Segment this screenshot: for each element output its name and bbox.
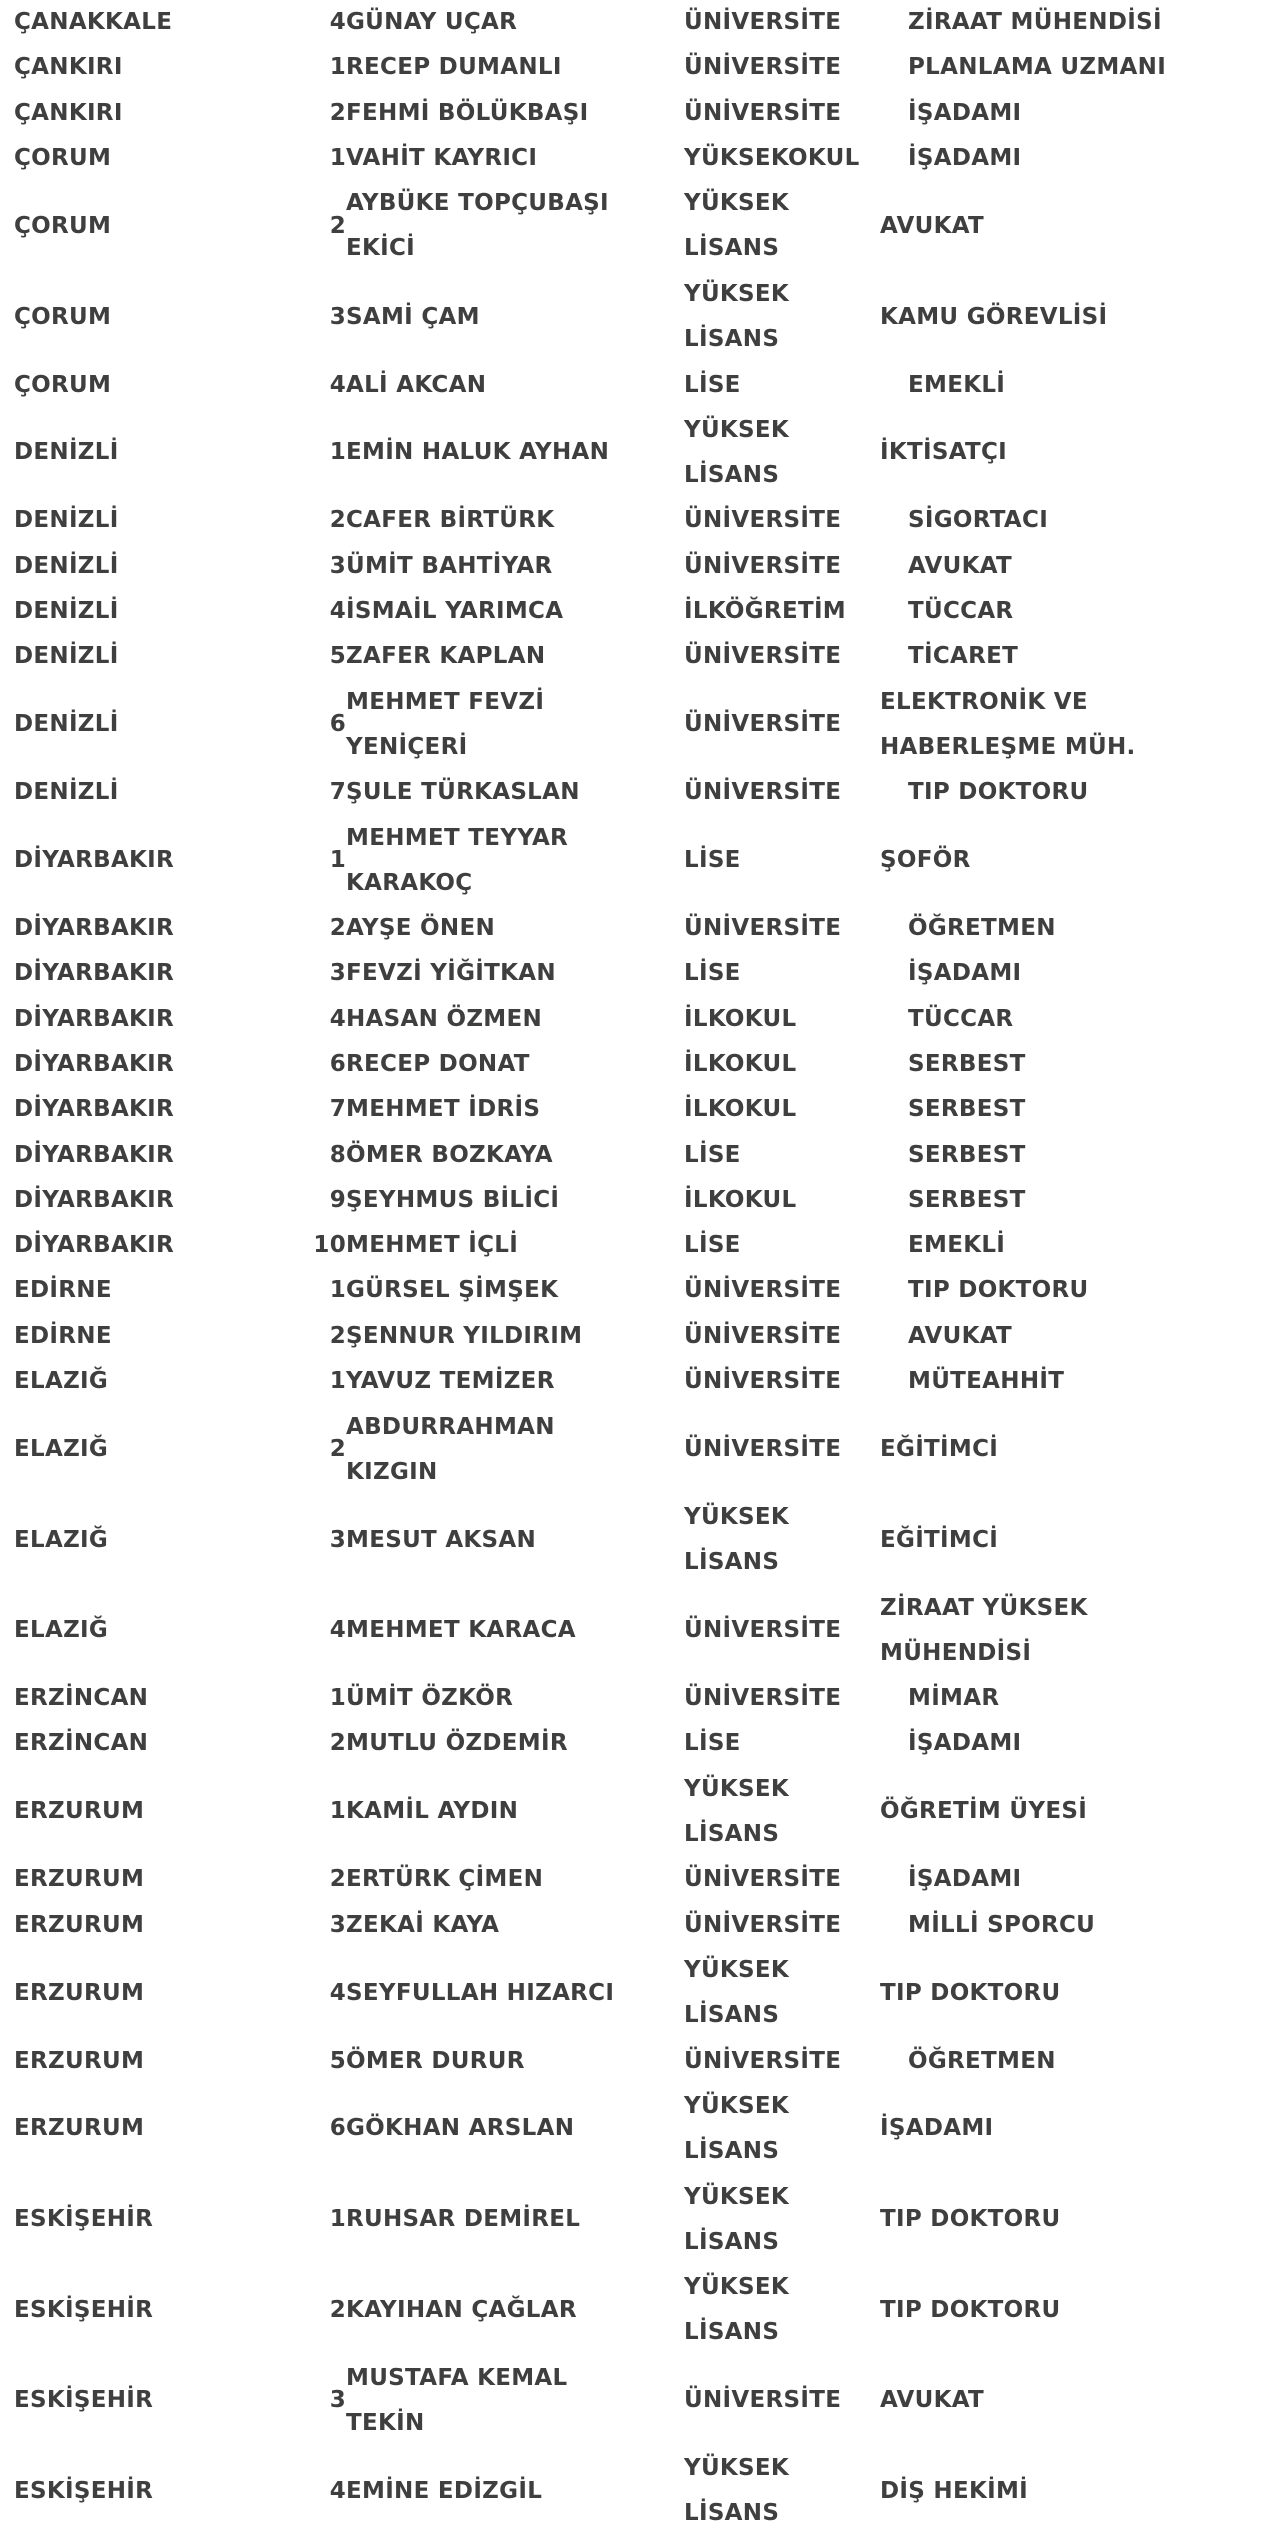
candidate-name: ABDURRAHMAN KIZGIN: [346, 1413, 555, 1485]
province-cell: ÇANKIRI: [14, 54, 123, 81]
occupation-cell: KAMU GÖREVLİSİ: [880, 303, 1108, 330]
candidate-name: KAMİL AYDIN: [346, 1798, 519, 1825]
education-cell: YÜKSEKOKUL: [684, 145, 860, 172]
occupation-cell: ŞOFÖR: [880, 847, 971, 874]
table-row: [0, 770, 1280, 815]
education-cell: ÜNİVERSİTE: [684, 2387, 842, 2414]
table-row: [0, 1132, 1280, 1177]
candidate-cell: [316, 1042, 674, 1087]
province-cell: ÇANKIRI: [14, 99, 123, 126]
list-rank: 4: [329, 2477, 346, 2504]
province-cell: ERZURUM: [14, 1866, 145, 1893]
candidate-name: AYŞE ÖNEN: [346, 915, 495, 942]
province-cell: ERZİNCAN: [14, 1685, 149, 1712]
province-cell: DENİZLİ: [14, 507, 119, 534]
occupation-cell: İŞADAMI: [908, 145, 1022, 172]
occupation-cell: TIP DOKTORU: [908, 779, 1089, 806]
candidate-name: MUSTAFA KEMAL TEKİN: [346, 2364, 568, 2436]
candidate-name: FEHMİ BÖLÜKBAŞI: [346, 99, 589, 126]
candidate-cell: [316, 2469, 674, 2514]
candidate-cell: [316, 0, 674, 45]
occupation-cell: TÜCCAR: [908, 1005, 1014, 1032]
table-row: [0, 1359, 1280, 1404]
table-row: [0, 906, 1280, 951]
province-cell: ELAZIĞ: [14, 1526, 109, 1553]
list-rank: 10: [313, 1232, 346, 1259]
list-rank: 2: [329, 1436, 346, 1462]
candidate-name: KAYIHAN ÇAĞLAR: [346, 2296, 577, 2323]
occupation-cell: AVUKAT: [880, 2387, 985, 2414]
candidate-name: ÖMER DURUR: [346, 2047, 525, 2074]
occupation-cell: EĞİTİMCİ: [880, 1526, 999, 1553]
list-rank: 7: [329, 1096, 346, 1123]
occupation-cell: EMEKLİ: [908, 1232, 1006, 1259]
province-cell: DİYARBAKIR: [14, 915, 175, 942]
list-rank: 2: [329, 507, 346, 534]
province-cell: ELAZIĞ: [14, 1436, 109, 1462]
province-cell: ELAZIĞ: [14, 1368, 109, 1395]
candidate-name: ZAFER KAPLAN: [346, 643, 546, 670]
candidate-name: AYBÜKE TOPÇUBAŞI EKİCİ: [346, 190, 609, 262]
candidate-cell: [316, 1789, 674, 1834]
table-row: [0, 181, 1280, 272]
table-row: [0, 408, 1280, 499]
candidate-name: MEHMET KARACA: [346, 1617, 576, 1644]
education-cell: YÜKSEK LİSANS: [684, 281, 790, 353]
table-row: [0, 589, 1280, 634]
candidate-name: SEYFULLAH HIZARCI: [346, 1979, 615, 2006]
province-cell: EDİRNE: [14, 1277, 112, 1304]
province-cell: ÇORUM: [14, 303, 112, 330]
education-cell: YÜKSEK LİSANS: [684, 2274, 790, 2346]
candidate-name: RECEP DONAT: [346, 1050, 530, 1077]
province-cell: ESKİŞEHİR: [14, 2296, 154, 2323]
occupation-cell: ELEKTRONİK VE HABERLEŞME MÜH.: [880, 688, 1136, 760]
education-cell: LİSE: [684, 371, 741, 398]
table-row: [0, 1087, 1280, 1132]
candidate-name: İSMAİL YARIMCA: [346, 598, 564, 624]
province-cell: ERZURUM: [14, 1798, 145, 1825]
table-row: [0, 1721, 1280, 1766]
candidate-name: HASAN ÖZMEN: [346, 1005, 543, 1032]
occupation-cell: TIP DOKTORU: [880, 2206, 1061, 2233]
table-row: [0, 0, 1280, 45]
candidate-cell: [316, 770, 674, 815]
education-cell: ÜNİVERSİTE: [684, 9, 842, 36]
education-cell: ÜNİVERSİTE: [684, 1322, 842, 1349]
candidate-cell: [316, 951, 674, 996]
list-rank: 6: [329, 1050, 346, 1077]
candidate-name: GÜRSEL ŞİMŞEK: [346, 1277, 559, 1304]
candidate-name: GÜNAY UÇAR: [346, 9, 518, 36]
table-row: [0, 2084, 1280, 2175]
list-rank: 2: [329, 1730, 346, 1757]
province-cell: ÇORUM: [14, 145, 112, 172]
candidate-cell: [313, 1223, 674, 1268]
education-cell: İLKOKUL: [684, 1050, 797, 1077]
education-cell: YÜKSEK LİSANS: [684, 190, 790, 262]
province-cell: EDİRNE: [14, 1322, 112, 1349]
table-row: [0, 1676, 1280, 1721]
candidate-cell: [316, 816, 674, 906]
table-row: [0, 1223, 1280, 1268]
occupation-cell: TIP DOKTORU: [880, 2296, 1061, 2323]
candidate-cell: [316, 1518, 674, 1563]
education-cell: LİSE: [684, 960, 741, 987]
education-cell: ÜNİVERSİTE: [684, 1277, 842, 1304]
education-cell: ÜNİVERSİTE: [684, 1436, 842, 1462]
candidate-name: ALİ AKCAN: [346, 371, 487, 398]
table-row: [0, 362, 1280, 407]
education-cell: YÜKSEK LİSANS: [684, 2183, 790, 2255]
table-row: [0, 2174, 1280, 2265]
education-cell: ÜNİVERSİTE: [684, 54, 842, 81]
candidate-cell: [316, 1857, 674, 1902]
province-cell: ÇORUM: [14, 212, 112, 239]
education-cell: YÜKSEK LİSANS: [684, 2455, 790, 2527]
candidate-cell: [316, 45, 674, 90]
candidate-cell: [316, 430, 674, 475]
list-rank: 5: [329, 643, 346, 670]
province-cell: DİYARBAKIR: [14, 1186, 175, 1213]
education-cell: LİSE: [684, 847, 741, 874]
education-cell: ÜNİVERSİTE: [684, 915, 842, 942]
occupation-cell: MÜTEAHHİT: [908, 1368, 1065, 1395]
province-cell: ERZURUM: [14, 2047, 145, 2074]
list-rank: 4: [329, 1979, 346, 2006]
education-cell: ÜNİVERSİTE: [684, 711, 842, 738]
candidate-cell: [316, 589, 674, 634]
table-row: [0, 1948, 1280, 2039]
candidate-name: MUTLU ÖZDEMİR: [346, 1730, 568, 1757]
list-rank: 7: [329, 779, 346, 806]
list-rank: 1: [329, 1798, 346, 1825]
candidate-name: ŞULE TÜRKASLAN: [346, 779, 580, 806]
table-row: [0, 997, 1280, 1042]
province-cell: DİYARBAKIR: [14, 1096, 175, 1123]
occupation-cell: SERBEST: [908, 1186, 1026, 1213]
list-rank: 3: [329, 1526, 346, 1553]
list-rank: 4: [329, 371, 346, 398]
table-row: [0, 1767, 1280, 1858]
occupation-cell: MİMAR: [908, 1685, 1000, 1712]
list-rank: 3: [329, 552, 346, 579]
occupation-cell: İŞADAMI: [908, 1730, 1022, 1757]
list-rank: 4: [329, 1617, 346, 1644]
occupation-cell: SİGORTACI: [908, 507, 1049, 534]
table-row: [0, 1495, 1280, 1586]
table-row: [0, 544, 1280, 589]
province-cell: DİYARBAKIR: [14, 1005, 175, 1032]
education-cell: YÜKSEK LİSANS: [684, 1504, 790, 1576]
education-cell: ÜNİVERSİTE: [684, 643, 842, 670]
province-cell: ERZURUM: [14, 2115, 145, 2142]
list-rank: 2: [329, 1866, 346, 1893]
table-row: [0, 1042, 1280, 1087]
province-cell: ESKİŞEHİR: [14, 2477, 154, 2504]
occupation-cell: ZİRAAT YÜKSEK MÜHENDİSİ: [880, 1594, 1088, 1666]
table-row: [0, 2355, 1280, 2446]
occupation-cell: İŞADAMI: [908, 99, 1022, 126]
list-rank: 4: [329, 1005, 346, 1032]
candidate-name: EMİNE EDİZGİL: [346, 2477, 543, 2504]
education-cell: ÜNİVERSİTE: [684, 779, 842, 806]
candidate-name: ÖMER BOZKAYA: [346, 1141, 553, 1168]
education-cell: YÜKSEK LİSANS: [684, 1957, 790, 2029]
list-rank: 2: [329, 1322, 346, 1349]
candidate-cell: [316, 634, 674, 679]
candidate-cell: [316, 1178, 674, 1223]
candidate-cell: [316, 363, 674, 408]
education-cell: İLKÖĞRETİM: [684, 598, 846, 624]
candidate-cell: [316, 1971, 674, 2016]
education-cell: ÜNİVERSİTE: [684, 552, 842, 579]
candidate-name: YAVUZ TEMİZER: [346, 1368, 555, 1395]
education-cell: ÜNİVERSİTE: [684, 1368, 842, 1395]
candidate-cell: [316, 1268, 674, 1313]
candidate-name: EMİN HALUK AYHAN: [346, 439, 610, 466]
province-cell: DİYARBAKIR: [14, 960, 175, 987]
occupation-cell: DİŞ HEKİMİ: [880, 2477, 1029, 2504]
occupation-cell: SERBEST: [908, 1050, 1026, 1077]
occupation-cell: TIP DOKTORU: [908, 1277, 1089, 1304]
candidate-name: ÜMİT BAHTİYAR: [346, 552, 553, 579]
table-row: [0, 498, 1280, 543]
candidate-name: FEVZİ YİĞİTKAN: [346, 960, 556, 987]
table-row: [0, 45, 1280, 90]
list-rank: 1: [329, 1685, 346, 1712]
table-row: [0, 1404, 1280, 1495]
list-rank: 2: [329, 2296, 346, 2323]
occupation-cell: PLANLAMA UZMANI: [908, 54, 1167, 81]
education-cell: ÜNİVERSİTE: [684, 99, 842, 126]
candidate-cell: [316, 1405, 674, 1495]
occupation-cell: AVUKAT: [908, 1322, 1013, 1349]
education-cell: ÜNİVERSİTE: [684, 1617, 842, 1644]
list-rank: 5: [329, 2047, 346, 2074]
province-cell: ÇANAKKALE: [14, 9, 173, 36]
table-row: [0, 272, 1280, 363]
table-row: [0, 1178, 1280, 1223]
list-rank: 1: [329, 1277, 346, 1304]
candidate-name: CAFER BİRTÜRK: [346, 507, 555, 534]
province-cell: DENİZLİ: [14, 552, 119, 579]
candidate-name: RECEP DUMANLI: [346, 54, 562, 81]
list-rank: 6: [329, 2115, 346, 2142]
occupation-cell: AVUKAT: [908, 552, 1013, 579]
occupation-cell: İŞADAMI: [908, 960, 1022, 987]
list-rank: 1: [329, 54, 346, 81]
province-cell: ESKİŞEHİR: [14, 2206, 154, 2233]
education-cell: LİSE: [684, 1232, 741, 1259]
candidate-cell: [316, 1676, 674, 1721]
occupation-cell: İŞADAMI: [908, 1866, 1022, 1893]
table-row: [0, 1314, 1280, 1359]
list-rank: 2: [329, 99, 346, 126]
list-rank: 2: [329, 915, 346, 942]
province-cell: ELAZIĞ: [14, 1617, 109, 1644]
candidate-name: MESUT AKSAN: [346, 1526, 537, 1553]
candidate-cell: [316, 2197, 674, 2242]
list-rank: 3: [329, 1911, 346, 1938]
candidate-cell: [316, 1133, 674, 1178]
education-cell: İLKOKUL: [684, 1186, 797, 1213]
list-rank: 1: [329, 2206, 346, 2233]
candidate-cell: [316, 544, 674, 589]
candidate-cell: [316, 2106, 674, 2151]
candidate-cell: [316, 1721, 674, 1766]
list-rank: 1: [329, 1368, 346, 1395]
list-rank: 1: [329, 847, 346, 874]
candidate-cell: [316, 91, 674, 136]
candidate-cell: [316, 1608, 674, 1653]
candidate-cell: [316, 1903, 674, 1948]
education-cell: ÜNİVERSİTE: [684, 2047, 842, 2074]
occupation-cell: TİCARET: [908, 643, 1019, 670]
table-row: [0, 2038, 1280, 2083]
candidate-cell: [316, 498, 674, 543]
province-cell: ESKİŞEHİR: [14, 2387, 154, 2414]
occupation-cell: TIP DOKTORU: [880, 1979, 1061, 2006]
occupation-cell: AVUKAT: [880, 212, 985, 239]
candidate-name: VAHİT KAYRICI: [346, 145, 538, 172]
candidate-cell: [316, 1314, 674, 1359]
province-cell: ERZURUM: [14, 1911, 145, 1938]
candidate-name: ZEKAİ KAYA: [346, 1911, 500, 1938]
list-rank: 9: [329, 1186, 346, 1213]
education-cell: ÜNİVERSİTE: [684, 1685, 842, 1712]
education-cell: ÜNİVERSİTE: [684, 507, 842, 534]
candidate-cell: [316, 680, 674, 770]
table-row: [0, 91, 1280, 136]
occupation-cell: ÖĞRETMEN: [908, 915, 1056, 942]
table-row: [0, 679, 1280, 770]
candidate-cell: [316, 1087, 674, 1132]
candidate-name: MEHMET TEYYAR KARAKOÇ: [346, 824, 569, 896]
table-row: [0, 1902, 1280, 1947]
list-rank: 4: [329, 598, 346, 624]
candidate-name: ŞEYHMUS BİLİCİ: [346, 1186, 560, 1213]
occupation-cell: SERBEST: [908, 1141, 1026, 1168]
table-row: [0, 1585, 1280, 1676]
table-row: [0, 1857, 1280, 1902]
candidate-name: ERTÜRK ÇİMEN: [346, 1866, 544, 1893]
province-cell: DİYARBAKIR: [14, 847, 175, 874]
education-cell: LİSE: [684, 1141, 741, 1168]
list-rank: 4: [329, 9, 346, 36]
education-cell: ÜNİVERSİTE: [684, 1866, 842, 1893]
candidate-cell: [316, 2356, 674, 2446]
candidate-name: RUHSAR DEMİREL: [346, 2206, 581, 2233]
education-cell: YÜKSEK LİSANS: [684, 2092, 790, 2164]
occupation-cell: ZİRAAT MÜHENDİSİ: [908, 9, 1162, 36]
candidate-cell: [316, 136, 674, 181]
province-cell: DENİZLİ: [14, 439, 119, 466]
candidate-name: MEHMET İÇLİ: [346, 1232, 519, 1259]
candidate-cell: [316, 2288, 674, 2333]
candidate-name: ÜMİT ÖZKÖR: [346, 1685, 514, 1712]
list-rank: 3: [329, 960, 346, 987]
table-row: [0, 2446, 1280, 2537]
occupation-cell: SERBEST: [908, 1096, 1026, 1123]
candidate-cell: [316, 997, 674, 1042]
province-cell: DİYARBAKIR: [14, 1232, 175, 1259]
table-row: [0, 951, 1280, 996]
table-row: [0, 2265, 1280, 2356]
occupation-cell: ÖĞRETMEN: [908, 2047, 1056, 2074]
province-cell: ERZURUM: [14, 1979, 145, 2006]
education-cell: İLKOKUL: [684, 1096, 797, 1123]
list-rank: 8: [329, 1141, 346, 1168]
list-rank: 1: [329, 145, 346, 172]
province-cell: DENİZLİ: [14, 598, 119, 624]
province-cell: DENİZLİ: [14, 711, 119, 738]
occupation-cell: EMEKLİ: [908, 371, 1006, 398]
candidate-cell: [316, 2039, 674, 2084]
province-cell: ERZİNCAN: [14, 1730, 149, 1757]
list-rank: 3: [329, 303, 346, 330]
province-cell: DENİZLİ: [14, 779, 119, 806]
table-row: [0, 815, 1280, 906]
list-rank: 3: [329, 2387, 346, 2414]
province-cell: ÇORUM: [14, 371, 112, 398]
province-cell: DİYARBAKIR: [14, 1141, 175, 1168]
occupation-cell: EĞİTİMCİ: [880, 1436, 999, 1462]
candidate-cell: [316, 181, 674, 271]
province-cell: DİYARBAKIR: [14, 1050, 175, 1077]
list-rank: 2: [329, 212, 346, 239]
candidate-cell: [316, 906, 674, 951]
education-cell: LİSE: [684, 1730, 741, 1757]
table-row: [0, 634, 1280, 679]
occupation-cell: ÖĞRETİM ÜYESİ: [880, 1798, 1088, 1825]
candidate-name: MEHMET FEVZİ YENİÇERİ: [346, 688, 545, 760]
occupation-cell: İKTİSATÇI: [880, 439, 1008, 466]
candidate-cell: [316, 295, 674, 340]
education-cell: YÜKSEK LİSANS: [684, 1775, 790, 1847]
candidate-cell: [316, 1359, 674, 1404]
table-row: [0, 136, 1280, 181]
education-cell: İLKOKUL: [684, 1005, 797, 1032]
candidate-name: SAMİ ÇAM: [346, 303, 480, 330]
education-cell: ÜNİVERSİTE: [684, 1911, 842, 1938]
candidate-name: MEHMET İDRİS: [346, 1096, 541, 1123]
occupation-cell: İŞADAMI: [880, 2115, 994, 2142]
list-rank: 6: [329, 711, 346, 738]
candidate-name: GÖKHAN ARSLAN: [346, 2115, 575, 2142]
list-rank: 1: [329, 439, 346, 466]
occupation-cell: TÜCCAR: [908, 598, 1014, 624]
province-cell: DENİZLİ: [14, 643, 119, 670]
candidate-name: ŞENNUR YILDIRIM: [346, 1322, 583, 1349]
education-cell: YÜKSEK LİSANS: [684, 416, 790, 488]
table-row: [0, 1268, 1280, 1313]
occupation-cell: MİLLİ SPORCU: [908, 1911, 1096, 1938]
